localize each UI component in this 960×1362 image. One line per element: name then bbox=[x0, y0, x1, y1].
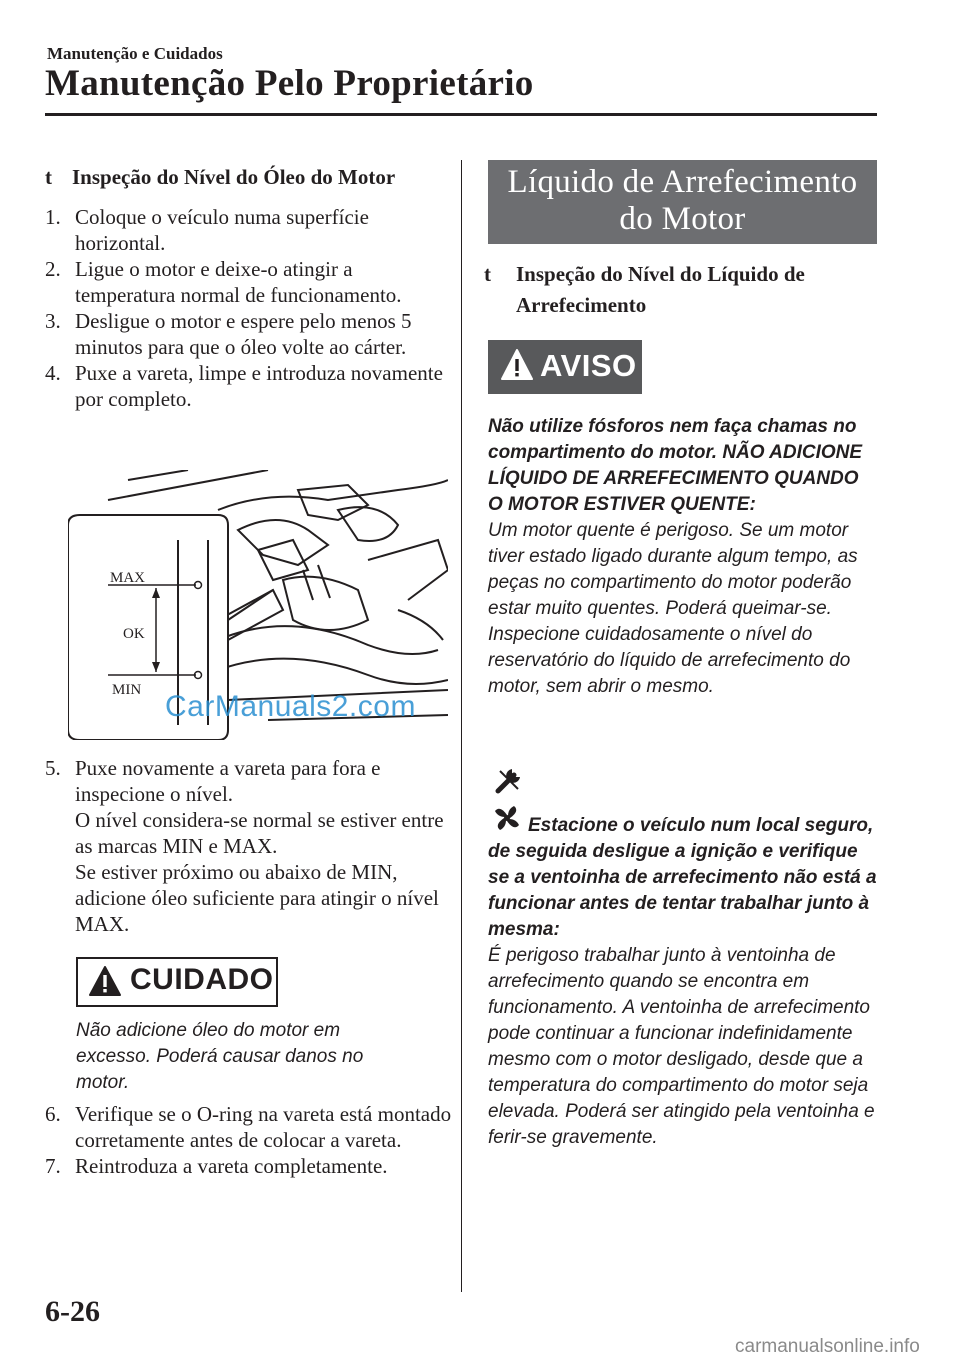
fan-icon bbox=[492, 803, 522, 833]
oil-steps-list bbox=[45, 204, 455, 412]
step-text: Puxe novamente a vareta para fora e inspecione o nível. bbox=[75, 756, 381, 806]
wrench-icon bbox=[494, 765, 524, 795]
caution-badge bbox=[76, 957, 278, 1007]
warning-text bbox=[488, 414, 873, 700]
warning-badge bbox=[488, 340, 642, 394]
warning-body-text: Um motor quente é perigoso. Se um motor tiver estado ligado durante algum tempo, as peças no compartimento do motor poderão estar muito quentes. Poderá queimar-se. Inspecione cuidadosamente o nível do reservatório do líquido de arrefecimento do motor, sem abrir o mesmo. bbox=[488, 520, 858, 697]
list-item bbox=[45, 256, 455, 308]
banner-title-line1: Líquido de Arrefecimento bbox=[507, 164, 858, 200]
page-number: 6-26 bbox=[45, 1295, 100, 1328]
caution-label: CUIDADO bbox=[130, 963, 274, 996]
step-number: 4. bbox=[45, 361, 61, 385]
step-text: Coloque o veículo numa superfície horizontal. bbox=[75, 205, 369, 255]
fan-icon-group bbox=[488, 765, 878, 813]
coolant-level-heading-text: Inspeção do Nível do Líquido de Arrefecimento bbox=[516, 262, 805, 317]
step-number: 7. bbox=[45, 1154, 61, 1178]
title-rule bbox=[45, 113, 877, 116]
list-item bbox=[45, 360, 455, 412]
banner-title-line2: do Motor bbox=[619, 201, 746, 237]
fan-body-text: É perigoso trabalhar junto à ventoinha de arrefecimento quando se encontra em funcionamento. A ventoinha de arrefecimento pode continuar a funcionar indefinidamente mesmo com o motor desligado, desde que a temperatura do compartimento do motor seja elevada. Poderá ser atingido pela ventoinha e ferir-se gravemente. bbox=[488, 945, 875, 1148]
warning-label: AVISO bbox=[540, 348, 637, 383]
fan-warning bbox=[488, 765, 878, 1151]
step-number: 1. bbox=[45, 205, 61, 229]
list-item bbox=[45, 755, 455, 937]
step-note: Se estiver próximo ou abaixo de MIN, adicione óleo suficiente para atingir o nível MAX. bbox=[75, 860, 439, 936]
step-number: 5. bbox=[45, 756, 61, 780]
section-bullet: t bbox=[484, 262, 491, 286]
step-number: 2. bbox=[45, 257, 61, 281]
list-item bbox=[45, 1153, 455, 1179]
caution-text: Não adicione óleo do motor em excesso. Poderá causar danos no motor. bbox=[76, 1020, 364, 1093]
step-text: Desligue o motor e espere pelo menos 5 minutos para que o óleo volte ao cárter. bbox=[75, 309, 412, 359]
watermark: CarManuals2.com bbox=[165, 690, 416, 723]
fan-bold-text: Estacione o veículo num local seguro, de seguida desligue a ignição e verifique se a ventoinha de arrefecimento não está a funcionar antes de tentar trabalhar junto à mesma: bbox=[488, 815, 877, 940]
step-text: Reintroduza a vareta completamente. bbox=[75, 1154, 388, 1178]
column-divider bbox=[461, 160, 462, 1292]
list-item bbox=[45, 308, 455, 360]
coolant-level-heading bbox=[484, 259, 864, 323]
oil-level-heading-text: Inspeção do Nível do Óleo do Motor bbox=[72, 165, 396, 189]
step-note: O nível considera-se normal se estiver entre as marcas MIN e MAX. bbox=[75, 808, 444, 858]
step-number: 6. bbox=[45, 1102, 61, 1126]
page-title: Manutenção Pelo Proprietário bbox=[45, 63, 534, 104]
breadcrumb: Manutenção e Cuidados bbox=[47, 44, 223, 63]
oil-steps-list-end bbox=[45, 1101, 455, 1179]
site-watermark: carmanualsonline.info bbox=[735, 1336, 920, 1357]
list-item bbox=[45, 1101, 455, 1153]
step-text: Verifique se o O-ring na vareta está montado corretamente antes de colocar a vareta. bbox=[75, 1102, 452, 1152]
ok-label: OK bbox=[123, 626, 145, 642]
step-number: 3. bbox=[45, 309, 61, 333]
max-label: MAX bbox=[110, 570, 146, 586]
min-label: MIN bbox=[112, 682, 142, 698]
warning-triangle-icon bbox=[500, 348, 534, 382]
step-text: Ligue o motor e deixe-o atingir a temperatura normal de funcionamento. bbox=[75, 257, 402, 307]
list-item bbox=[45, 204, 455, 256]
warning-triangle-icon bbox=[88, 965, 122, 997]
oil-step-5 bbox=[45, 755, 455, 937]
section-bullet: t bbox=[45, 165, 52, 189]
step-text: Puxe a vareta, limpe e introduza novamente por completo. bbox=[75, 361, 443, 411]
warning-bold-text: Não utilize fósforos nem faça chamas no compartimento do motor. NÃO ADICIONE LÍQUIDO DE ARREFECIMENTO QUANDO O MOTOR ESTIVER QUENTE: bbox=[488, 416, 863, 515]
coolant-banner bbox=[488, 160, 877, 244]
